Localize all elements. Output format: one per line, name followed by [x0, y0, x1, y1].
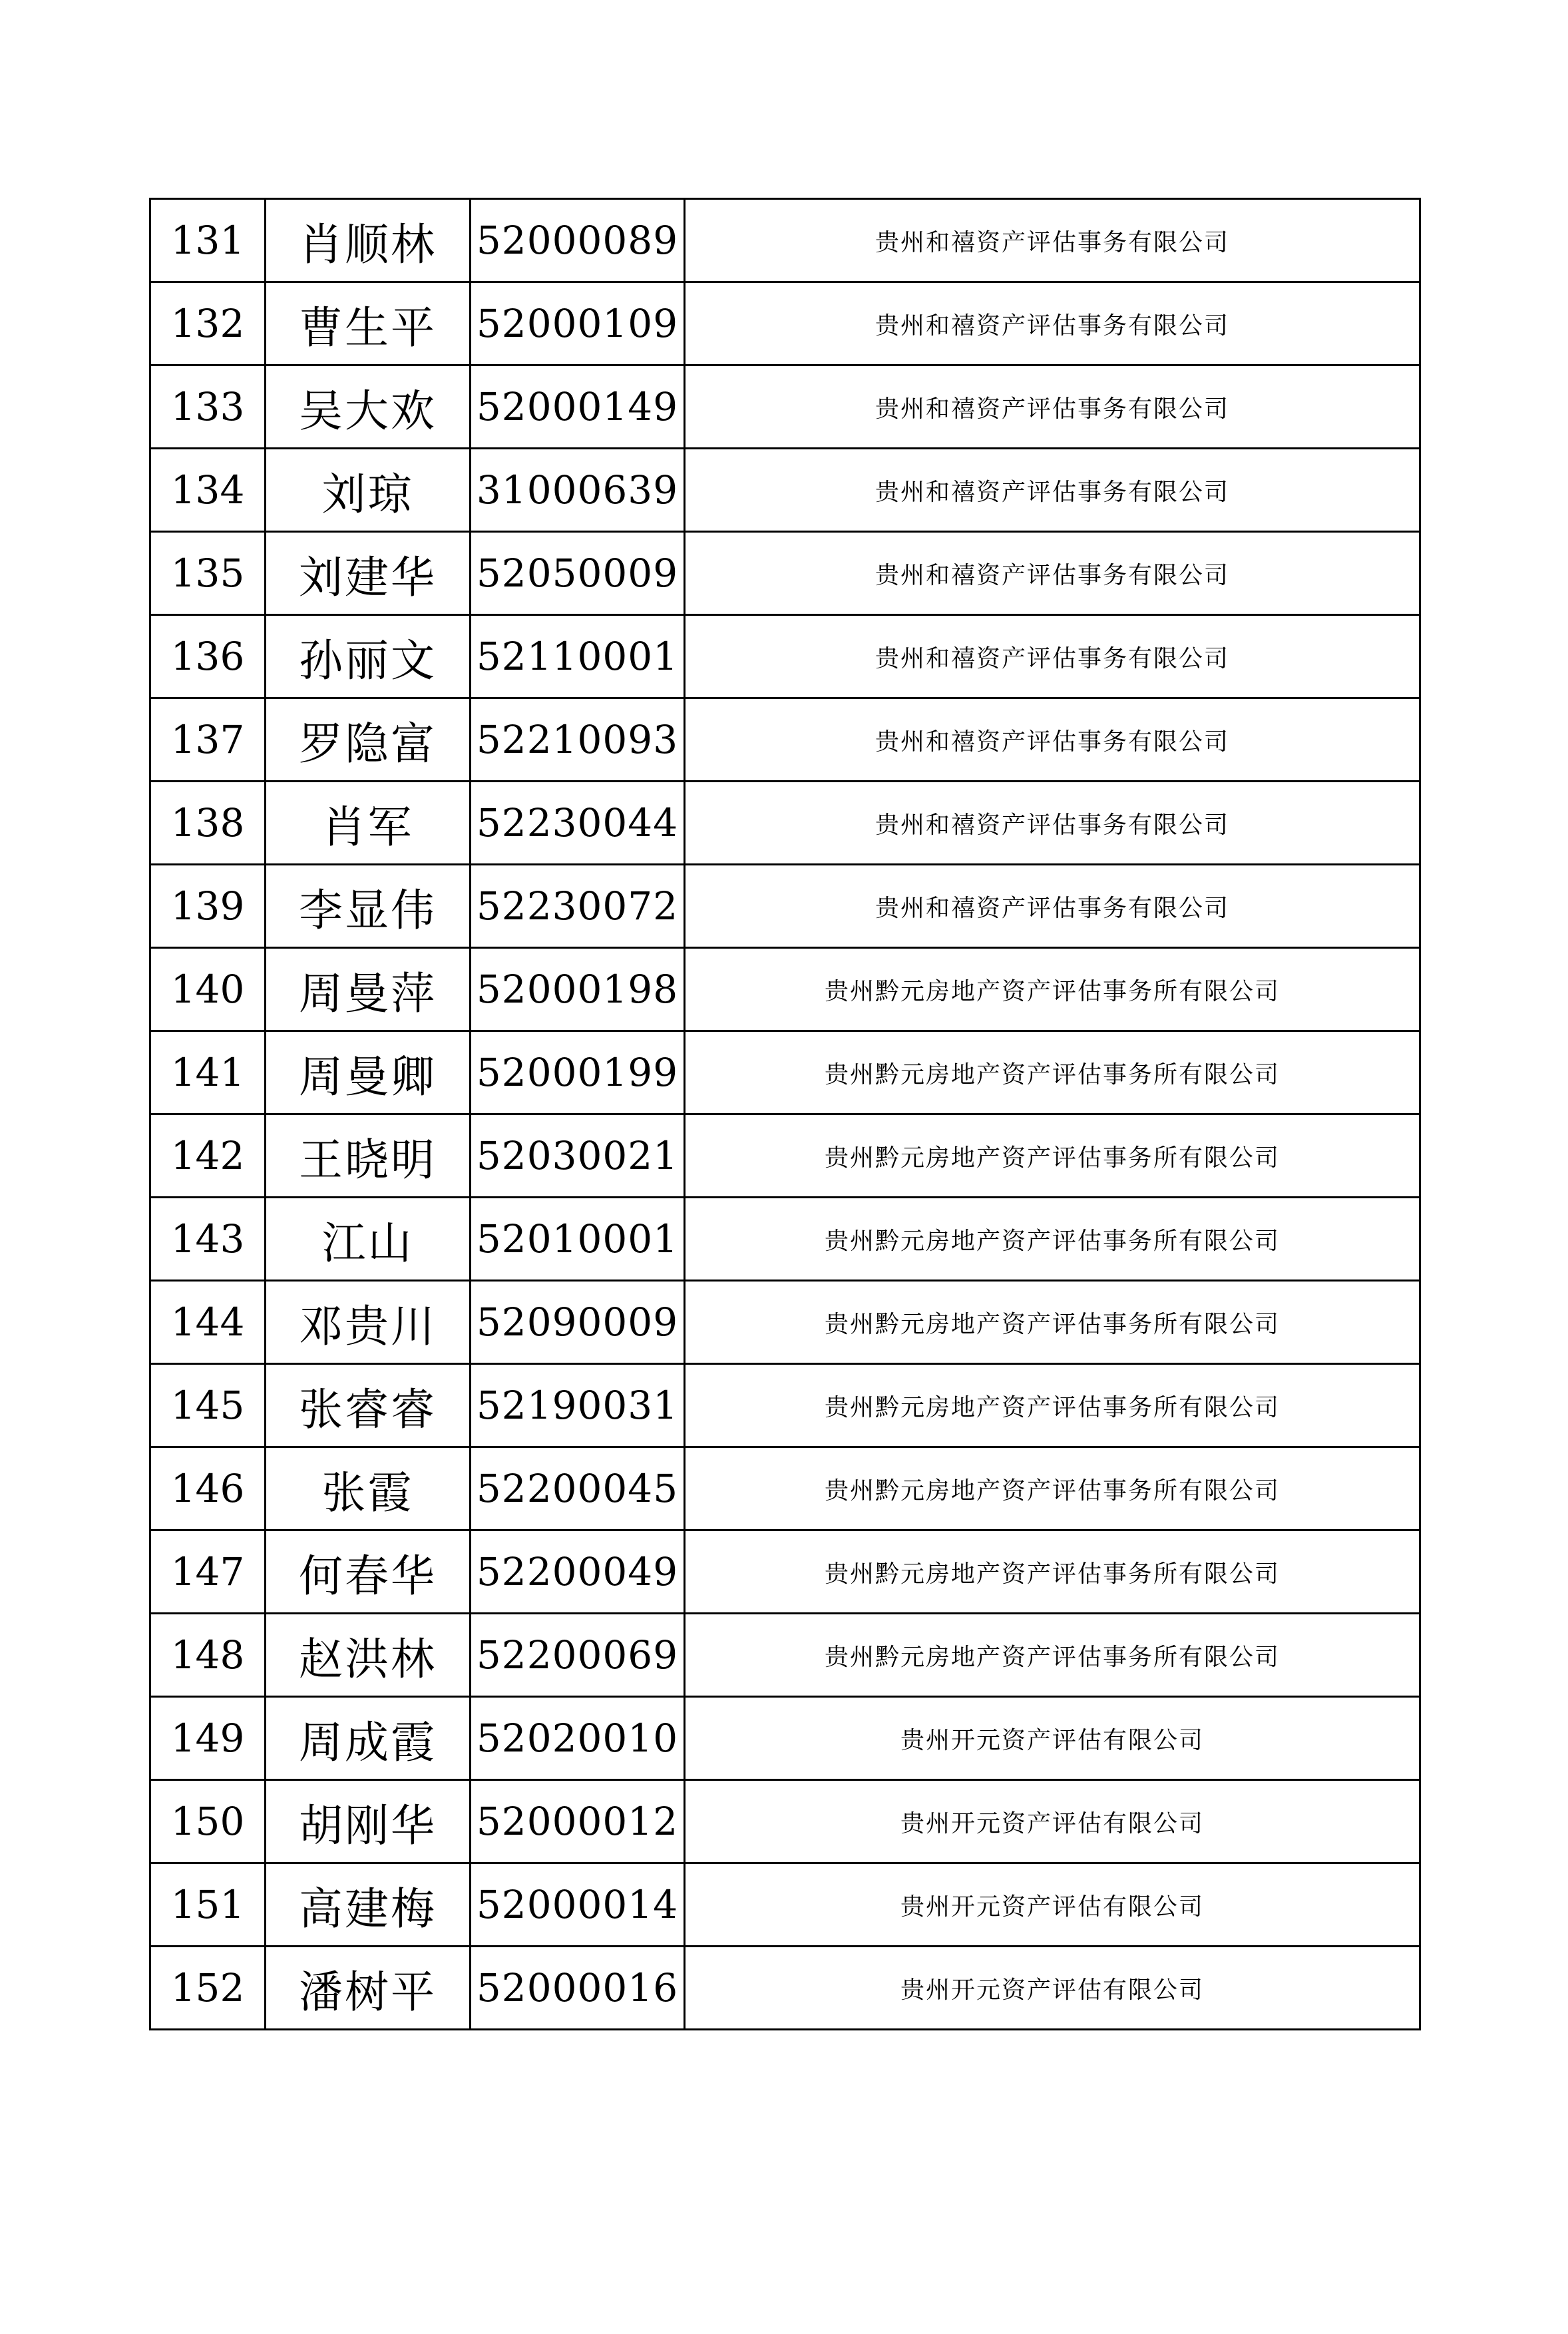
- appraiser-name-cell: 赵洪林: [266, 1614, 471, 1697]
- appraiser-name-cell: 张霞: [266, 1447, 471, 1530]
- organization-cell: 贵州开元资产评估有限公司: [685, 1863, 1420, 1947]
- table-row: [150, 1614, 1420, 1697]
- certificate-number-cell: 52000198: [471, 948, 685, 1031]
- certificate-number-cell: 52000012: [471, 1780, 685, 1863]
- row-number-cell: 135: [150, 532, 266, 615]
- organization-cell: 贵州黔元房地产资产评估事务所有限公司: [685, 1281, 1420, 1364]
- appraiser-name-cell: 曹生平: [266, 282, 471, 365]
- table-row: [150, 199, 1420, 282]
- certificate-number-cell: 52000109: [471, 282, 685, 365]
- appraiser-name-cell: 何春华: [266, 1530, 471, 1614]
- appraiser-name-cell: 肖军: [266, 782, 471, 865]
- appraiser-name-cell: 胡刚华: [266, 1780, 471, 1863]
- certificate-number-cell: 52200045: [471, 1447, 685, 1530]
- row-number-cell: 152: [150, 1947, 266, 2030]
- table-row: [150, 1447, 1420, 1530]
- organization-cell: 贵州和禧资产评估事务有限公司: [685, 199, 1420, 282]
- row-number-cell: 151: [150, 1863, 266, 1947]
- row-number-cell: 137: [150, 698, 266, 782]
- organization-cell: 贵州和禧资产评估事务有限公司: [685, 449, 1420, 532]
- certificate-number-cell: 52000016: [471, 1947, 685, 2030]
- appraiser-name-cell: 江山: [266, 1198, 471, 1281]
- certificate-number-cell: 52230044: [471, 782, 685, 865]
- table-row: [150, 948, 1420, 1031]
- appraiser-name-cell: 张睿睿: [266, 1364, 471, 1447]
- row-number-cell: 145: [150, 1364, 266, 1447]
- organization-cell: 贵州开元资产评估有限公司: [685, 1697, 1420, 1780]
- row-number-cell: 144: [150, 1281, 266, 1364]
- row-number-cell: 146: [150, 1447, 266, 1530]
- table-row: [150, 1530, 1420, 1614]
- row-number-cell: 143: [150, 1198, 266, 1281]
- table-row: [150, 698, 1420, 782]
- appraiser-name-cell: 高建梅: [266, 1863, 471, 1947]
- organization-cell: 贵州黔元房地产资产评估事务所有限公司: [685, 1198, 1420, 1281]
- certificate-number-cell: 52000199: [471, 1031, 685, 1114]
- appraiser-name-cell: 周曼萍: [266, 948, 471, 1031]
- table-row: [150, 1780, 1420, 1863]
- row-number-cell: 150: [150, 1780, 266, 1863]
- row-number-cell: 149: [150, 1697, 266, 1780]
- row-number-cell: 133: [150, 365, 266, 449]
- row-number-cell: 141: [150, 1031, 266, 1114]
- row-number-cell: 142: [150, 1114, 266, 1198]
- certificate-number-cell: 52010001: [471, 1198, 685, 1281]
- table-row: [150, 282, 1420, 365]
- organization-cell: 贵州和禧资产评估事务有限公司: [685, 615, 1420, 698]
- table-row: [150, 532, 1420, 615]
- appraiser-name-cell: 肖顺林: [266, 199, 471, 282]
- table-row: [150, 1364, 1420, 1447]
- table-row: [150, 1697, 1420, 1780]
- appraiser-name-cell: 罗隐富: [266, 698, 471, 782]
- row-number-cell: 131: [150, 199, 266, 282]
- appraiser-name-cell: 李显伟: [266, 865, 471, 948]
- organization-cell: 贵州黔元房地产资产评估事务所有限公司: [685, 1530, 1420, 1614]
- table-row: [150, 1114, 1420, 1198]
- table-row: [150, 1031, 1420, 1114]
- organization-cell: 贵州黔元房地产资产评估事务所有限公司: [685, 1114, 1420, 1198]
- certificate-number-cell: 52200049: [471, 1530, 685, 1614]
- appraiser-name-cell: 周曼卿: [266, 1031, 471, 1114]
- organization-cell: 贵州和禧资产评估事务有限公司: [685, 532, 1420, 615]
- certificate-number-cell: 52230072: [471, 865, 685, 948]
- table-row: [150, 865, 1420, 948]
- organization-cell: 贵州开元资产评估有限公司: [685, 1780, 1420, 1863]
- organization-cell: 贵州开元资产评估有限公司: [685, 1947, 1420, 2030]
- organization-cell: 贵州黔元房地产资产评估事务所有限公司: [685, 1447, 1420, 1530]
- certificate-number-cell: 52200069: [471, 1614, 685, 1697]
- organization-cell: 贵州黔元房地产资产评估事务所有限公司: [685, 1364, 1420, 1447]
- appraiser-name-cell: 邓贵川: [266, 1281, 471, 1364]
- table-row: [150, 365, 1420, 449]
- organization-cell: 贵州和禧资产评估事务有限公司: [685, 865, 1420, 948]
- certificate-number-cell: 52030021: [471, 1114, 685, 1198]
- certificate-number-cell: 52190031: [471, 1364, 685, 1447]
- appraiser-name-cell: 吴大欢: [266, 365, 471, 449]
- table-row: [150, 782, 1420, 865]
- appraiser-name-cell: 孙丽文: [266, 615, 471, 698]
- certificate-number-cell: 52020010: [471, 1697, 685, 1780]
- certificate-number-cell: 52000149: [471, 365, 685, 449]
- table-row: [150, 1281, 1420, 1364]
- table-body: [150, 199, 1420, 2030]
- organization-cell: 贵州黔元房地产资产评估事务所有限公司: [685, 1031, 1420, 1114]
- row-number-cell: 132: [150, 282, 266, 365]
- row-number-cell: 134: [150, 449, 266, 532]
- certificate-number-cell: 52000089: [471, 199, 685, 282]
- certificate-number-cell: 52050009: [471, 532, 685, 615]
- certificate-number-cell: 52210093: [471, 698, 685, 782]
- row-number-cell: 139: [150, 865, 266, 948]
- row-number-cell: 147: [150, 1530, 266, 1614]
- appraiser-name-cell: 周成霞: [266, 1697, 471, 1780]
- appraiser-table: [149, 198, 1421, 2030]
- table-row: [150, 615, 1420, 698]
- certificate-number-cell: 52090009: [471, 1281, 685, 1364]
- appraiser-name-cell: 刘建华: [266, 532, 471, 615]
- appraiser-name-cell: 刘琼: [266, 449, 471, 532]
- table-row: [150, 449, 1420, 532]
- row-number-cell: 138: [150, 782, 266, 865]
- row-number-cell: 140: [150, 948, 266, 1031]
- organization-cell: 贵州和禧资产评估事务有限公司: [685, 782, 1420, 865]
- appraiser-name-cell: 潘树平: [266, 1947, 471, 2030]
- table-row: [150, 1863, 1420, 1947]
- row-number-cell: 136: [150, 615, 266, 698]
- organization-cell: 贵州和禧资产评估事务有限公司: [685, 698, 1420, 782]
- organization-cell: 贵州和禧资产评估事务有限公司: [685, 365, 1420, 449]
- table-row: [150, 1947, 1420, 2030]
- organization-cell: 贵州和禧资产评估事务有限公司: [685, 282, 1420, 365]
- appraiser-name-cell: 王晓明: [266, 1114, 471, 1198]
- organization-cell: 贵州黔元房地产资产评估事务所有限公司: [685, 1614, 1420, 1697]
- table-row: [150, 1198, 1420, 1281]
- certificate-number-cell: 52000014: [471, 1863, 685, 1947]
- row-number-cell: 148: [150, 1614, 266, 1697]
- certificate-number-cell: 31000639: [471, 449, 685, 532]
- certificate-number-cell: 52110001: [471, 615, 685, 698]
- organization-cell: 贵州黔元房地产资产评估事务所有限公司: [685, 948, 1420, 1031]
